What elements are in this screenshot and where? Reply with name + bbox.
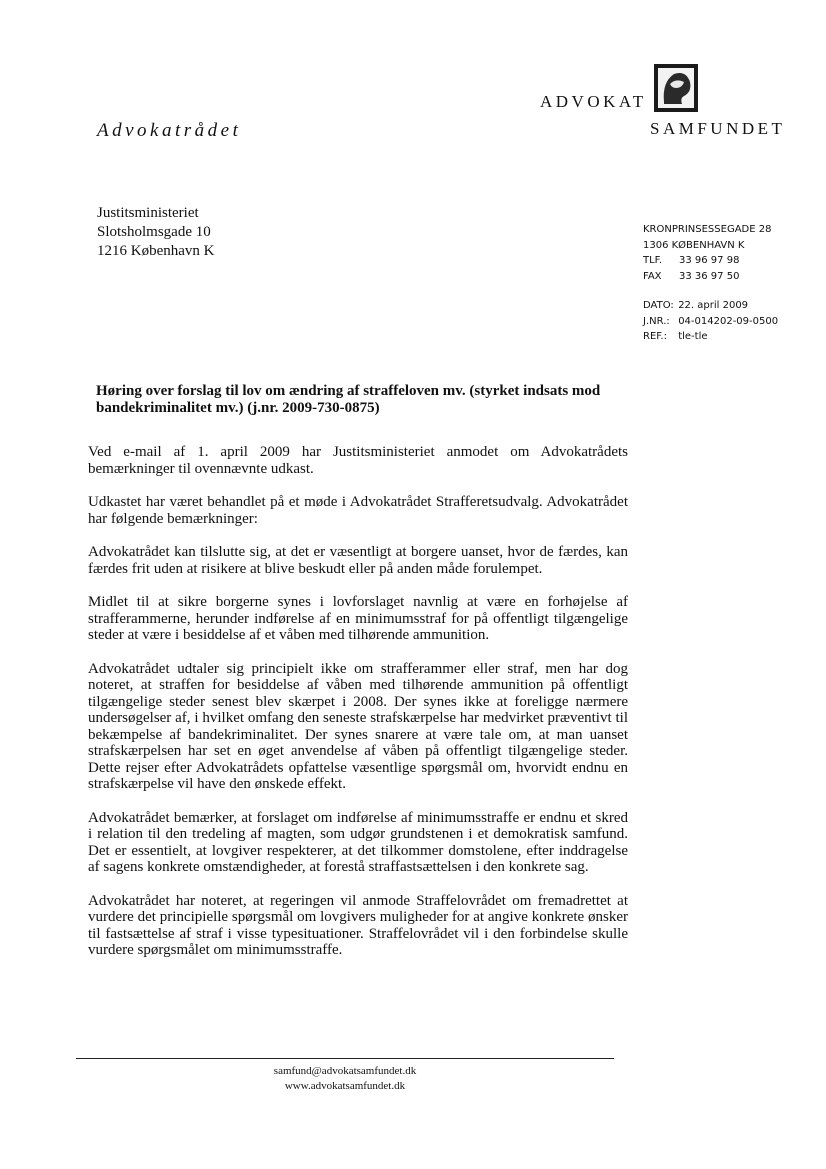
footer-email-link[interactable]: samfund@advokatsamfundet.dk	[273, 1065, 417, 1077]
advokatsamfundet-logo-icon	[652, 62, 700, 114]
body-paragraph: Advokatrådet har noteret, at regeringen vil anmode Straffelovrådet om fremadrettet at vurdere det principielle spørgsmål om lovgivers muligheder for at angive konkrete ønsker til fastsættelse af straf i visse typesituationer. Straffelovrådet vil i den forbindelse skulle vurdere spørgsmålet om minimumsstraffe.	[88, 892, 628, 958]
journal-value: 04-014202-09-0500	[678, 315, 779, 327]
fax-label: FAX	[643, 270, 662, 282]
reference-label: REF.:	[643, 331, 667, 342]
date-label: DATO:	[643, 300, 674, 311]
advokatsamfundet-logo	[540, 62, 800, 142]
fax-row	[643, 269, 778, 285]
footer-web-link[interactable]: www.advokatsamfundet.dk	[284, 1080, 406, 1092]
body-paragraph: Ved e-mail af 1. april 2009 har Justitsministeriet anmodet om Advokatrådets bemærkninger til ovennævnte udkast.	[88, 444, 628, 477]
date-row	[643, 298, 778, 314]
footer	[200, 1064, 490, 1094]
body-paragraph: Udkastet har været behandlet på et møde i Advokatrådet Strafferetsudvalg. Advokatrådet har følgende bemærkninger:	[88, 494, 628, 527]
letter-subject: Høring over forslag til lov om ændring af straffeloven mv. (styrket indsats mod bandekriminalitet mv.) (j.nr. 2009-730-0875)	[96, 383, 601, 416]
logo-text-advokat: ADVOKAT	[540, 92, 647, 111]
sender-address-line: KRONPRINSESSEGADE 28	[643, 224, 772, 235]
reference-row	[643, 329, 778, 345]
date-value: 22. april 2009	[678, 300, 749, 311]
body-paragraph: Midlet til at sikre borgerne synes i lovforslaget navnlig at være en forhøjelse af strafferammerne, herunder indførelse af en minimumsstraf for på offentligt tilgængelige steder at være i besiddelse af et våben med tilhørende ammunition.	[88, 594, 628, 643]
phone-label: TLF.	[643, 255, 663, 266]
body-paragraph: Advokatrådet udtaler sig principielt ikke om strafferammer eller straf, men har dog noteret, at straffen for besiddelse af våben med tilhørende ammunition på offentligt tilgængelige steder senest blev skærpet i 2008. Der synes ikke at foreligge nærmere undersøgelser af, i hvilket omfang den seneste strafskærpelse har medvirket præventivt til bekæmpelse af bandekriminalitet. Der synes snarere at være tale om, at man uanset strafskærpelsen har set en øget anvendelse af våben på offentligt tilgængelige steder. Dette rejser efter Advokatrådets opfattelse væsentlige spørgsmål om, hvorvidt endnu en strafskærpelse vil have den ønskede effekt.	[88, 660, 628, 792]
sender-address-line: 1306 KØBENHAVN K	[643, 239, 745, 251]
fax-value: 33 36 97 50	[679, 270, 740, 282]
letter-body	[88, 444, 628, 976]
advokatraadet-heading: Advokatrådet	[97, 120, 242, 141]
footer-divider	[76, 1058, 614, 1059]
body-paragraph: Advokatrådet kan tilslutte sig, at det er væsentligt at borgere uanset, hvor de færdes, kan færdes frit uden at risikere at blive beskudt eller på anden måde forulempet.	[88, 544, 628, 577]
recipient-address	[97, 204, 214, 261]
recipient-line: Slotsholmsgade 10	[97, 224, 211, 240]
recipient-line: Justitsministeriet	[97, 205, 199, 221]
logo-text-samfundet: SAMFUNDET	[650, 119, 786, 138]
sender-contact-block	[643, 222, 778, 345]
journal-label: J.NR.:	[643, 315, 670, 327]
phone-row	[643, 253, 778, 269]
journal-row	[643, 314, 778, 330]
phone-value: 33 96 97 98	[679, 255, 740, 266]
recipient-line: 1216 København K	[97, 243, 215, 259]
reference-value: tle-tle	[678, 331, 708, 342]
body-paragraph: Advokatrådet bemærker, at forslaget om indførelse af minimumsstraffe er endnu et skred i relation til den tredeling af magten, som udgør grundstenen i et demokratisk samfund. Det er essentielt, at lovgiver respekterer, at det tilkommer domstolene, efter inddragelse af sagens konkrete omstændigheder, at forestå straffastsættelsen i den konkrete sag.	[88, 809, 628, 875]
